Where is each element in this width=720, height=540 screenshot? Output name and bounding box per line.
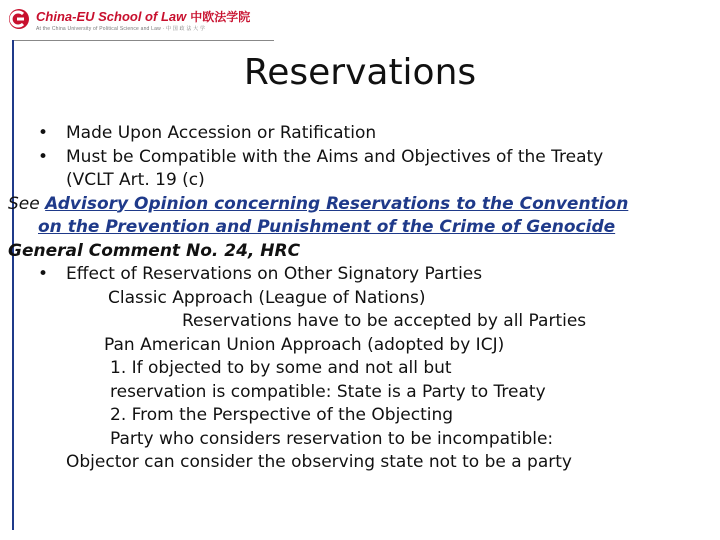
see-reference-continuation [38, 216, 698, 240]
general-comment-text: General Comment No. 24, HRC [8, 240, 301, 261]
sub-item [38, 381, 698, 405]
item-2-line-3: Objector can consider the observing state not to be a party [66, 452, 572, 472]
sub-item [38, 334, 698, 358]
classic-approach: Classic Approach (League of Nations) [108, 287, 426, 308]
slide-title: Reservations [243, 52, 477, 93]
header-divider [12, 40, 274, 41]
sub-item [38, 428, 698, 452]
pan-american-approach: Pan American Union Approach (adopted by ICJ) [104, 334, 505, 355]
bullet-item [38, 146, 698, 170]
bullet-text: Made Upon Accession or Ratification [66, 123, 377, 143]
logo-subtitle: At the China University of Political Science and Law · 中 国 政 法 大 学 [36, 26, 206, 32]
slide-body [8, 122, 698, 475]
sub-item [38, 404, 698, 428]
general-comment [8, 240, 698, 264]
left-accent-bar [12, 40, 14, 530]
bullet-text: (VCLT Art. 19 (c) [66, 170, 205, 190]
sub-item [38, 451, 698, 475]
item-2-line-2: Party who considers reservation to be incompatible: [110, 428, 554, 449]
logo-mark-icon [8, 8, 30, 30]
bullet-item [38, 122, 698, 146]
sub-item [38, 310, 698, 334]
logo-cn: 中欧法学院 [190, 10, 251, 24]
see-reference [8, 193, 698, 217]
item-1-line-2: reservation is compatible: State is a Party to Treaty [110, 381, 546, 402]
sub-item [38, 357, 698, 381]
item-2-line-1: 2. From the Perspective of the Objecting [110, 405, 454, 425]
bullet-marker: • [38, 264, 49, 284]
item-1-line-1: 1. If objected to by some and not all but [110, 358, 452, 378]
logo-title [36, 8, 250, 25]
school-logo [8, 6, 268, 36]
bullet-text: Must be Compatible with the Aims and Objectives of the Treaty [66, 146, 604, 167]
classic-approach-detail: Reservations have to be accepted by all Parties [182, 311, 587, 331]
bullet-marker: • [38, 123, 49, 143]
logo-name: China-EU School of Law [36, 9, 187, 24]
sub-item [38, 287, 698, 311]
advisory-opinion-link[interactable]: Advisory Opinion concerning Reservations to the Convention [45, 193, 629, 214]
advisory-opinion-link-continued[interactable]: on the Prevention and Punishment of the Crime of Genocide [38, 217, 616, 237]
see-prefix: See [8, 193, 40, 214]
bullet-text: Effect of Reservations on Other Signatory Parties [66, 264, 483, 284]
bullet-marker: • [38, 146, 49, 167]
bullet-item [38, 263, 698, 287]
bullet-continuation [38, 169, 698, 193]
